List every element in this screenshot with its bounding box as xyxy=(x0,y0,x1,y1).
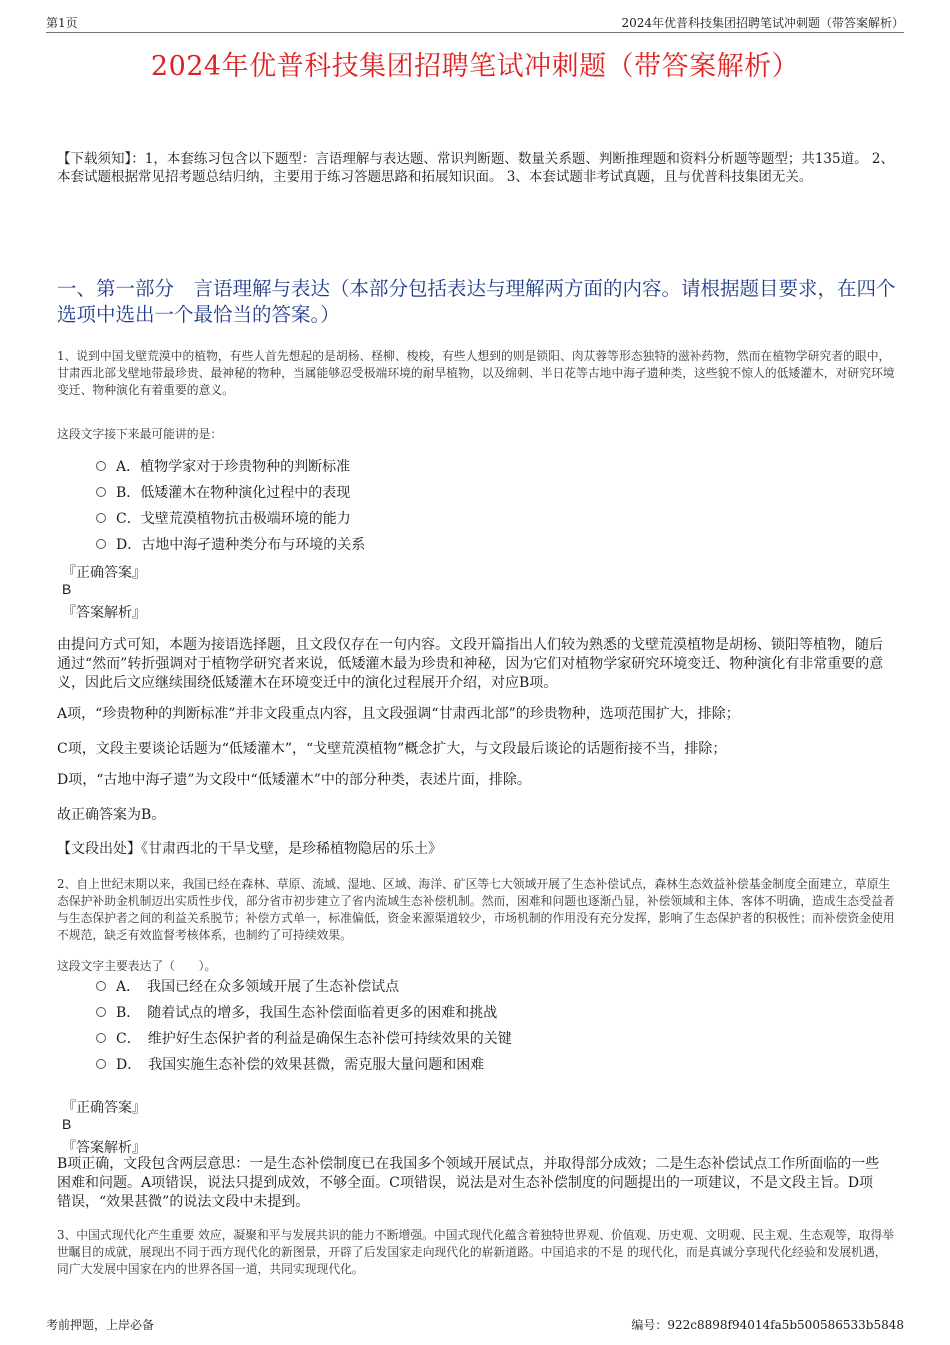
header-doc-title: 2024年优普科技集团招聘笔试冲刺题（带答案解析） xyxy=(621,16,904,30)
option-label: A． 我国已经在众多领域开展了生态补偿试点 xyxy=(116,979,400,995)
option-c[interactable] xyxy=(96,1025,512,1051)
option-d[interactable] xyxy=(96,531,365,557)
analysis-text: B项正确，文段包含两层意思：一是生态补偿制度已在我国多个领域开展试点，并取得部分成效；二是生态补偿试点工作所面临的一些困难和问题。A项错误，说法只提到成效，不够全面。C项错误，说法是对生态补偿制度的问题提出的一项建议，不是文段主旨。D项错误，“效果甚微”的说法文段中未提到。 xyxy=(57,1156,880,1210)
analysis-option-a: A项，“珍贵物种的判断标准”并非文段重点内容，且文段强调“甘肃西北部”的珍贵物种，选项范围扩大，排除； xyxy=(57,706,740,722)
radio-icon[interactable] xyxy=(96,981,106,991)
question-2-options xyxy=(96,973,512,1077)
option-b[interactable] xyxy=(96,479,365,505)
radio-icon[interactable] xyxy=(96,513,106,523)
question-2-stem: 这段文字主要表达了（ ）。 xyxy=(57,959,217,973)
option-label: B．低矮灌木在物种演化过程中的表现 xyxy=(116,485,351,501)
radio-icon[interactable] xyxy=(96,487,106,497)
document-title: 2024年优普科技集团招聘笔试冲刺题（带答案解析） xyxy=(150,51,800,82)
radio-icon[interactable] xyxy=(96,1007,106,1017)
analysis-label: 『答案解析』 xyxy=(62,605,146,621)
analysis-text: 由提问方式可知，本题为接语选择题，且文段仅存在一句内容。文段开篇指出人们较为熟悉的戈壁荒漠植物是胡杨、锁阳等植物，随后通过“然而”转折强调对于植物学研究者来说，低矮灌木最为珍贵和神秘，因为它们对植物学家研究环境变迁、物种演化有非常重要的意义，因此后文应继续围绕低矮灌木在环境变迁中的演化过程展开介绍，对应B项。 xyxy=(57,637,884,691)
option-c[interactable] xyxy=(96,505,365,531)
option-label: C．戈壁荒漠植物抗击极端环境的能力 xyxy=(116,511,351,527)
footer-slogan: 考前押题，上岸必备 xyxy=(46,1318,155,1332)
text-source: 【文段出处】《甘肃西北的干旱戈壁，是珍稀植物隐居的乐土》 xyxy=(57,841,442,857)
option-label: C． 维护好生态保护者的利益是确保生态补偿可持续效果的关键 xyxy=(116,1031,512,1047)
radio-icon[interactable] xyxy=(96,461,106,471)
analysis-label: 『答案解析』 xyxy=(62,1140,146,1156)
question-1-text: 1、说到中国戈壁荒漠中的植物，有些人首先想起的是胡杨、柽柳、梭梭，有些人想到的则是锁阳、肉苁蓉等形态独特的滋补药物，然而在植物学研究者的眼中，甘肃西北部戈壁地带最珍贵、最神秘的物种，当属能够忍受极端环境的耐旱植物，以及绵刺、半日花等古地中海孑遗种类，这些貌不惊人的低矮灌木，对研究环境变迁、物种演化有着重要的意义。 xyxy=(57,349,895,397)
page-number: 第1页 xyxy=(46,16,78,30)
correct-answer: B xyxy=(62,1116,72,1132)
option-d[interactable] xyxy=(96,1051,512,1077)
download-notice: 【下载须知】：1，本套练习包含以下题型：言语理解与表达题、常识判断题、数量关系题、判断推理题和资料分析题等题型；共135道。 2、本套试题根据常见招考题总结归纳，主要用于练习答题思路和拓展知识面。 3、本套试题非考试真题，且与优普科技集团无关。 xyxy=(57,151,894,185)
option-a[interactable] xyxy=(96,973,512,999)
radio-icon[interactable] xyxy=(96,1059,106,1069)
option-a[interactable] xyxy=(96,453,365,479)
question-1-options xyxy=(96,453,365,557)
option-label: B． 随着试点的增多，我国生态补偿面临着更多的困难和挑战 xyxy=(116,1005,498,1021)
question-1-stem: 这段文字接下来最可能讲的是： xyxy=(57,427,223,441)
section-heading: 一、第一部分 言语理解与表达（本部分包括表达与理解两方面的内容。请根据题目要求，在四个选项中选出一个最恰当的答案。） xyxy=(57,277,896,326)
page-header xyxy=(46,14,904,33)
radio-icon[interactable] xyxy=(96,1033,106,1043)
option-label: A．植物学家对于珍贵物种的判断标准 xyxy=(116,459,351,475)
question-2-text: 2、自上世纪末期以来，我国已经在森林、草原、流域、湿地、区域、海洋、矿区等七大领域开展了生态补偿试点，森林生态效益补偿基金制度全面建立，草原生态保护补助金机制迈出实质性步伐，部分省市初步建立了省内流域生态补偿机制。然而，困难和问题也逐渐凸显，补偿领域和主体、客体不明确，造成生态受益者与生态保护者之间的利益关系脱节；补偿方式单一，标准偏低，资金来源渠道较少，市场机制的作用没有充分发挥，影响了生态保护者的积极性；而补偿资金使用不规范，缺乏有效监督考核体系，也制约了可持续效果。 xyxy=(57,877,895,942)
correct-answer: B xyxy=(62,581,72,597)
radio-icon[interactable] xyxy=(96,539,106,549)
analysis-option-c: C项，文段主要谈论话题为“低矮灌木”，“戈壁荒漠植物”概念扩大，与文段最后谈论的话题衔接不当，排除； xyxy=(57,741,727,757)
analysis-option-d: D项，“古地中海孑遗”为文段中“低矮灌木”中的部分种类，表述片面，排除。 xyxy=(57,772,531,788)
answer-label: 『正确答案』 xyxy=(62,1100,146,1116)
option-label: D． 我国实施生态补偿的效果甚微，需克服大量问题和困难 xyxy=(116,1057,485,1073)
analysis-conclusion: 故正确答案为B。 xyxy=(57,807,166,823)
option-label: D．古地中海孑遗种类分布与环境的关系 xyxy=(116,537,366,553)
question-3-text: 3、中国式现代化产生重要 效应，凝聚和平与发展共识的能力不断增强。中国式现代化蕴含着独特世界观、价值观、历史观、文明观、民主观、生态观等，取得举世瞩目的成就，展现出不同于西方现代化的新图景，开辟了后发国家走向现代化的崭新道路。中国追求的不是 的现代化，而是真诚分享现代化经验和发展机遇，同广大发展中国家在内的世界各国一道，共同实现现代化。 xyxy=(57,1228,895,1276)
option-b[interactable] xyxy=(96,999,512,1025)
document-id: 编号：922c8898f94014fa5b500586533b5848 xyxy=(631,1318,904,1332)
answer-label: 『正确答案』 xyxy=(62,565,146,581)
